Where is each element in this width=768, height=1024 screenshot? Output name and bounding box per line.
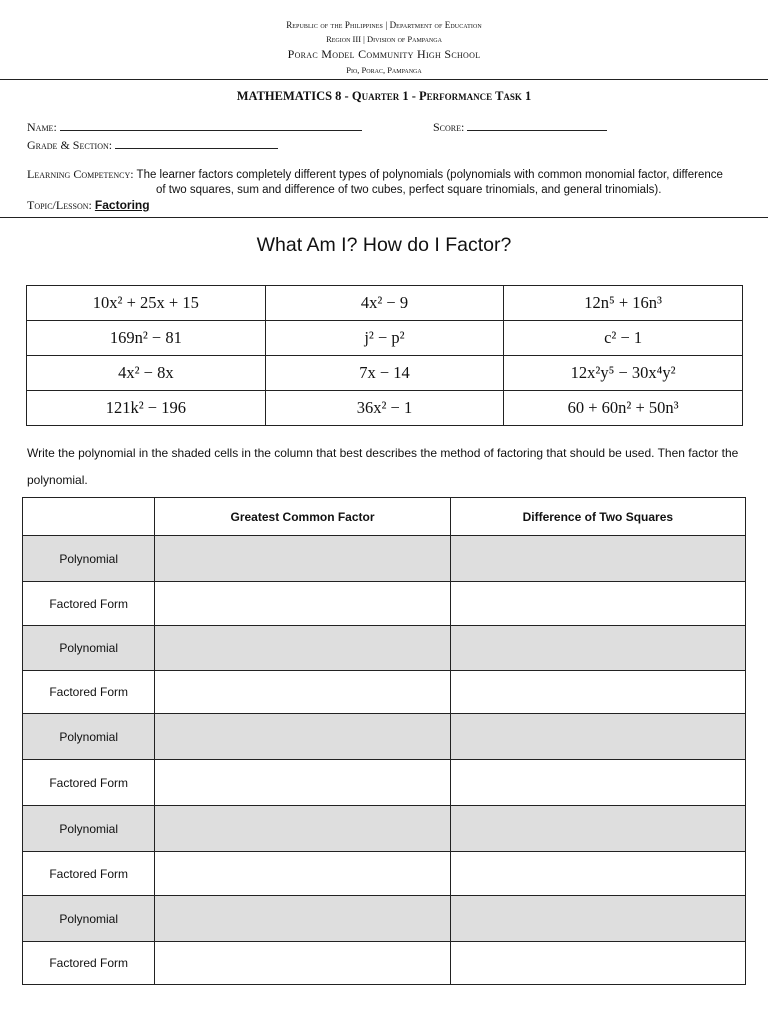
table-row	[23, 852, 746, 896]
table-row	[23, 714, 746, 760]
table-row	[23, 806, 746, 852]
table-row	[23, 671, 746, 714]
row-label-factored-form: Factored Form	[23, 671, 155, 714]
header-school: Porac Model Community High School	[287, 47, 481, 61]
row-label-polynomial: Polynomial	[23, 626, 155, 671]
main-title: What Am I? How do I Factor?	[256, 234, 512, 256]
competency-text-2: of two squares, sum and difference of two cubes, perfect square trinomials, and general trinomials).	[156, 184, 662, 196]
polynomial-row	[27, 356, 743, 391]
table-row	[23, 582, 746, 626]
polynomial-cell: 7x − 14	[265, 356, 504, 391]
row-label-polynomial: Polynomial	[23, 806, 155, 852]
answer-cell[interactable]	[155, 896, 450, 942]
polynomial-cell: 4x² − 8x	[27, 356, 266, 391]
header-government: Republic of the Philippines | Department of Education	[286, 20, 482, 30]
answer-cell[interactable]	[155, 806, 450, 852]
score-label: Score:	[433, 120, 465, 134]
polynomial-cell: c² − 1	[504, 321, 743, 356]
answer-cell[interactable]	[450, 806, 745, 852]
name-blank[interactable]	[60, 120, 362, 131]
table-row	[23, 760, 746, 806]
answer-table	[22, 497, 746, 985]
answer-cell[interactable]	[450, 536, 745, 582]
answer-cell[interactable]	[450, 626, 745, 671]
row-label-factored-form: Factored Form	[23, 852, 155, 896]
polynomial-row	[27, 286, 743, 321]
row-label-polynomial: Polynomial	[23, 536, 155, 582]
answer-cell[interactable]	[450, 582, 745, 626]
grade-section-blank[interactable]	[115, 138, 278, 149]
row-label-polynomial: Polynomial	[23, 714, 155, 760]
grade-section-label: Grade & Section:	[27, 138, 113, 152]
polynomial-cell: 60 + 60n² + 50n³	[504, 391, 743, 426]
header-region: Region III | Division of Pampanga	[326, 34, 442, 44]
row-label-factored-form: Factored Form	[23, 942, 155, 985]
answer-cell[interactable]	[155, 942, 450, 985]
answer-cell[interactable]	[155, 536, 450, 582]
learning-competency	[27, 167, 747, 198]
topic-value: Factoring	[94, 198, 150, 212]
competency-label: Learning Competency:	[27, 167, 134, 181]
table-row	[23, 896, 746, 942]
answer-cell[interactable]	[450, 852, 745, 896]
polynomial-cell: j² − p²	[265, 321, 504, 356]
polynomial-cell: 36x² − 1	[265, 391, 504, 426]
answer-cell[interactable]	[450, 760, 745, 806]
polynomial-row	[27, 321, 743, 356]
answer-cell[interactable]	[450, 671, 745, 714]
task-title: MATHEMATICS 8 - Quarter 1 - Performance Task 1	[236, 89, 532, 103]
instructions: Write the polynomial in the shaded cells in the column that best describes the method of factoring that should be used. Then factor the polynomial.	[27, 446, 739, 487]
polynomial-row	[27, 391, 743, 426]
table-row	[23, 536, 746, 582]
column-header-gcf: Greatest Common Factor	[155, 498, 450, 536]
section-divider	[0, 217, 768, 218]
answer-header-row	[23, 498, 746, 536]
grade-section-field	[27, 138, 278, 153]
answer-cell[interactable]	[155, 671, 450, 714]
table-row	[23, 942, 746, 985]
answer-cell[interactable]	[450, 714, 745, 760]
polynomial-cell: 121k² − 196	[27, 391, 266, 426]
header-blank-cell	[23, 498, 155, 536]
row-label-factored-form: Factored Form	[23, 760, 155, 806]
row-label-factored-form: Factored Form	[23, 582, 155, 626]
name-label: Name:	[27, 120, 57, 134]
column-header-difference-of-squares: Difference of Two Squares	[450, 498, 745, 536]
polynomial-cell: 4x² − 9	[265, 286, 504, 321]
polynomial-cell: 169n² − 81	[27, 321, 266, 356]
answer-cell[interactable]	[155, 760, 450, 806]
answer-cell[interactable]	[450, 896, 745, 942]
polynomial-cell: 12x²y⁵ − 30x⁴y²	[504, 356, 743, 391]
name-field	[27, 120, 362, 135]
answer-cell[interactable]	[450, 942, 745, 985]
topic-label: Topic/Lesson:	[27, 198, 95, 212]
topic-lesson	[27, 198, 150, 213]
polynomial-grid	[26, 285, 743, 426]
header-divider	[0, 79, 768, 80]
answer-cell[interactable]	[155, 714, 450, 760]
polynomial-cell: 10x² + 25x + 15	[27, 286, 266, 321]
competency-text-1: The learner factors completely different types of polynomials (polynomials with common monomial factor, difference	[133, 169, 723, 181]
answer-cell[interactable]	[155, 626, 450, 671]
answer-cell[interactable]	[155, 852, 450, 896]
table-row	[23, 626, 746, 671]
polynomial-cell: 12n⁵ + 16n³	[504, 286, 743, 321]
score-field	[433, 120, 607, 135]
row-label-polynomial: Polynomial	[23, 896, 155, 942]
score-blank[interactable]	[467, 120, 607, 131]
header-address: Pio, Porac, Pampanga	[346, 65, 422, 75]
answer-cell[interactable]	[155, 582, 450, 626]
